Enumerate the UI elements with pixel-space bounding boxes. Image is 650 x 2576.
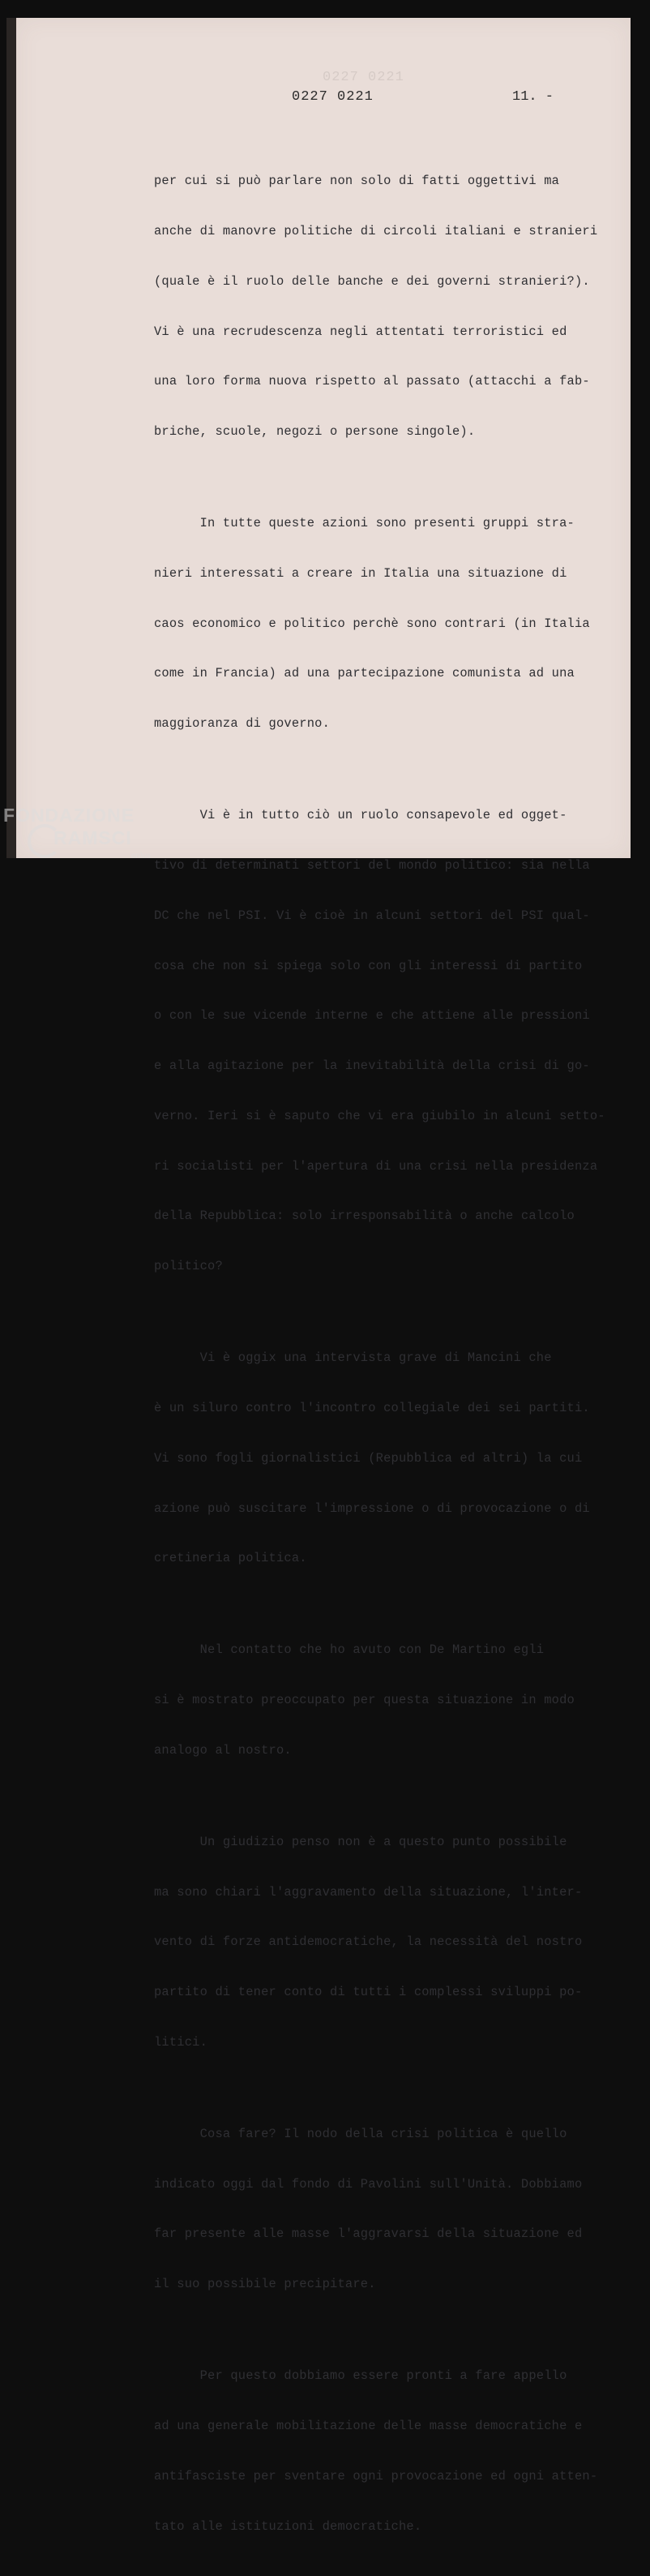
document-page	[16, 18, 631, 2534]
text-line: caos economico e politico perchè sono contrari (in Italia	[154, 616, 590, 631]
paragraph-1	[154, 140, 624, 474]
watermark-line1: FONDAZIONE	[3, 805, 135, 826]
text-line: e alla agitazione per la inevitabilità della crisi di go-	[154, 1058, 590, 1074]
text-line: ma sono chiari l'aggravamento della situazione, l'inter-	[154, 1884, 583, 1900]
text-line: briche, scuole, negozi o persone singole).	[154, 424, 476, 440]
text-line: anche di manovre politiche di circoli italiani e stranieri	[154, 223, 598, 238]
text-line: o con le sue vicende interne e che attiene alle pressioni	[154, 1008, 590, 1024]
text-line: Nel contatto che ho avuto con De Martino egli	[154, 1642, 545, 1658]
text-line: Vi sono fogli giornalistici (Repubblica ed altri) la cui	[154, 1450, 583, 1466]
text-line: analogo al nostro.	[154, 1742, 292, 1758]
text-line: ri socialisti per l'apertura di una crisi nella presidenza	[154, 1158, 598, 1174]
paragraph-4	[154, 1316, 624, 1600]
text-line: far presente alle masse l'aggravarsi della situazione ed	[154, 2226, 583, 2242]
text-line: tivo di determinati settori del mondo politico: sia nella	[154, 857, 590, 873]
watermark-suffix: onlus	[131, 852, 151, 861]
text-line: tato alle istituzioni democratiche.	[154, 2518, 422, 2534]
text-line: come in Francia) ad una partecipazione comunista ad una	[154, 666, 575, 681]
text-line: per cui si può parlare non solo di fatti oggettivi ma	[154, 174, 560, 189]
text-line: azione può suscitare l'impressione o di provocazione o di	[154, 1501, 590, 1516]
text-line: della Repubblica: solo irresponsabilità o anche calcolo	[154, 1209, 575, 1224]
typewritten-body	[154, 140, 624, 2576]
fondazione-gramsci-watermark	[3, 805, 165, 869]
text-line: maggioranza di governo.	[154, 716, 331, 732]
paragraph-8	[154, 2334, 624, 2568]
text-line: nieri interessati a creare in Italia una situazione di	[154, 565, 567, 581]
text-line: cosa che non si spiega solo con gli interessi di partito	[154, 958, 583, 973]
text-line: DC che nel PSI. Vi è cioè in alcuni settori del PSI qual-	[154, 908, 590, 923]
text-line: Per questo dobbiamo essere pronti a fare appello	[154, 2368, 567, 2384]
text-line: Vi è in tutto ciò un ruolo consapevole ed ogget-	[154, 808, 567, 823]
bleed-through-text: 0227 0221	[323, 70, 404, 85]
binding-edge	[6, 18, 16, 858]
text-line: litici.	[154, 2034, 208, 2050]
text-line: il suo possibile precipitare.	[154, 2277, 376, 2292]
text-line: indicato oggi dal fondo di Pavolini sull'Unità. Dobbiamo	[154, 2176, 583, 2192]
text-line: Vi è oggix una intervista grave di Mancini che	[154, 1350, 552, 1366]
text-line: politico?	[154, 1259, 223, 1274]
paragraph-3	[154, 774, 624, 1308]
watermark-line2: RAMSCI	[53, 827, 132, 848]
text-line: Cosa fare? Il nodo della crisi politica è quello	[154, 2126, 567, 2141]
text-line: Vi è una recrudescenza negli attentati terroristici ed	[154, 324, 567, 339]
text-line: Un giudizio penso non è a questo punto possibile	[154, 1834, 567, 1849]
page-number: 11. -	[512, 89, 554, 105]
text-line: (quale è il ruolo delle banche e dei governi stranieri?).	[154, 273, 590, 289]
text-line: partito di tener conto di tutti i complessi sviluppi po-	[154, 1985, 583, 2000]
text-line: è un siluro contro l'incontro collegiale dei sei partiti.	[154, 1400, 590, 1415]
text-line: In tutte queste azioni sono presenti gruppi stra-	[154, 516, 575, 531]
document-number: 0227 0221	[292, 89, 374, 105]
text-line: una loro forma nuova rispetto al passato (attacchi a fab-	[154, 374, 590, 389]
text-line: vento di forze antidemocratiche, la necessità del nostro	[154, 1934, 583, 1950]
paragraph-7	[154, 2093, 624, 2326]
paragraph-6	[154, 1801, 624, 2084]
text-line: si è mostrato preoccupato per questa situazione in modo	[154, 1693, 575, 1708]
paragraph-5	[154, 1608, 624, 1792]
text-line: antifasciste per sventare ogni provocazione ed ogni atten-	[154, 2468, 598, 2484]
text-line: ad una generale mobilitazione delle masse democratiche e	[154, 2418, 583, 2433]
text-line: verno. Ieri si è saputo che vi era giubilo in alcuni setto-	[154, 1108, 605, 1123]
text-line: cretineria politica.	[154, 1551, 307, 1566]
paragraph-2	[154, 482, 624, 766]
